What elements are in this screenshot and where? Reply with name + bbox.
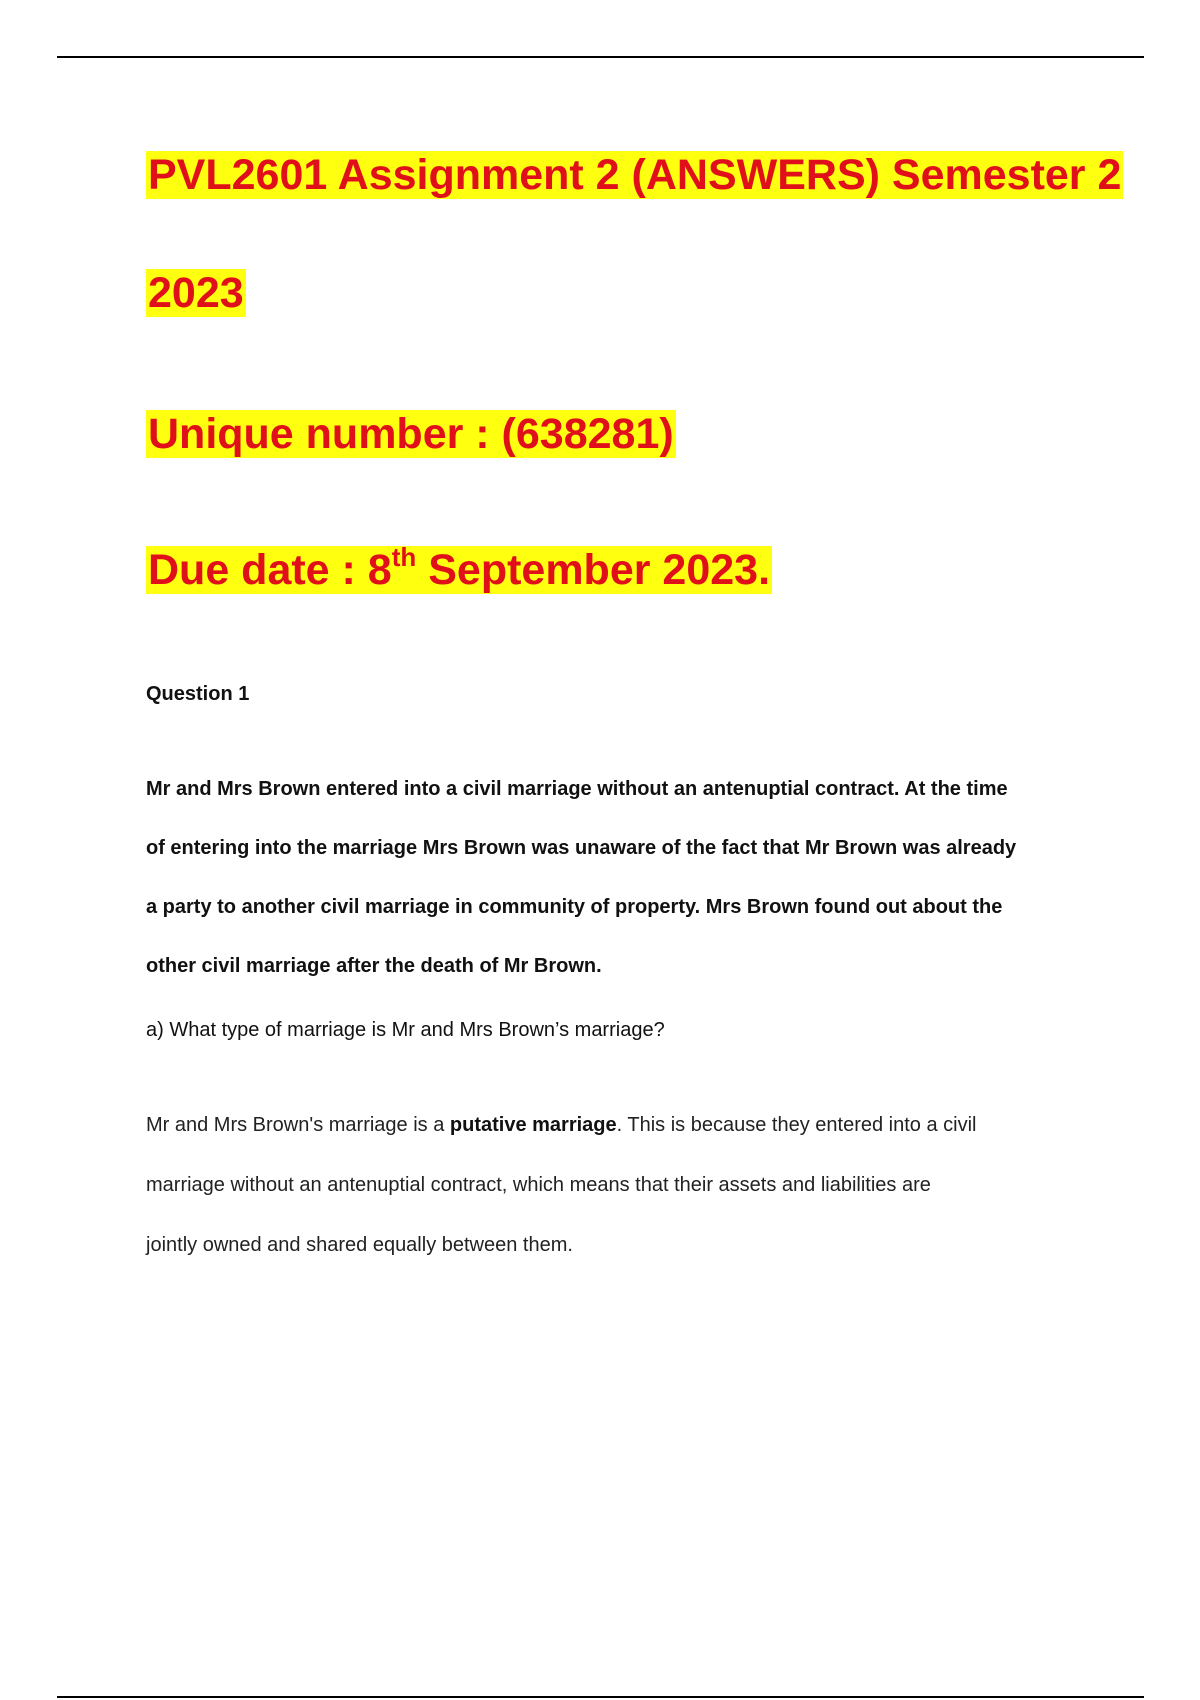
- due-date-prefix: Due date : 8: [148, 546, 392, 594]
- title-line-1-text: PVL2601 Assignment 2 (ANSWERS) Semester 2: [148, 151, 1122, 199]
- answer-line-1-before: Mr and Mrs Brown's marriage is a: [146, 1114, 450, 1136]
- due-date-suffix: September 2023.: [416, 546, 771, 594]
- question-text-line: of entering into the marriage Mrs Brown was unaware of the fact that Mr Brown was already: [146, 837, 1017, 859]
- unique-number: [146, 404, 676, 464]
- answer-key-term: putative marriage: [449, 1114, 617, 1136]
- question-label: Question 1: [146, 683, 250, 705]
- due-date-ordinal: th: [391, 542, 417, 572]
- title-line-1: [146, 145, 1123, 205]
- question-text-line: Mr and Mrs Brown entered into a civil marriage without an antenuptial contract. At the time: [146, 778, 1008, 800]
- due-date: [146, 540, 772, 600]
- question-text-line: a party to another civil marriage in community of property. Mrs Brown found out about the: [146, 896, 1003, 918]
- unique-number-text: Unique number : (638281): [148, 410, 674, 458]
- header-rule: [57, 56, 1144, 58]
- answer-line-1-after: . This is because they entered into a civil: [616, 1114, 977, 1136]
- answer-line-3: jointly owned and shared equally between them.: [146, 1234, 573, 1256]
- answer-paragraph: [146, 1095, 1106, 1275]
- sub-question: a) What type of marriage is Mr and Mrs Brown’s marriage?: [146, 1019, 665, 1041]
- title-line-2: [146, 263, 246, 323]
- footer-rule: [57, 1696, 1144, 1698]
- question-text-line: other civil marriage after the death of Mr Brown.: [146, 955, 602, 977]
- title-line-2-text: 2023: [148, 269, 244, 317]
- question-text: [146, 760, 1106, 996]
- answer-line-1: [146, 1095, 1106, 1155]
- answer-line-2: marriage without an antenuptial contract, which means that their assets and liabilities are: [146, 1174, 931, 1196]
- due-date-text: [146, 542, 772, 594]
